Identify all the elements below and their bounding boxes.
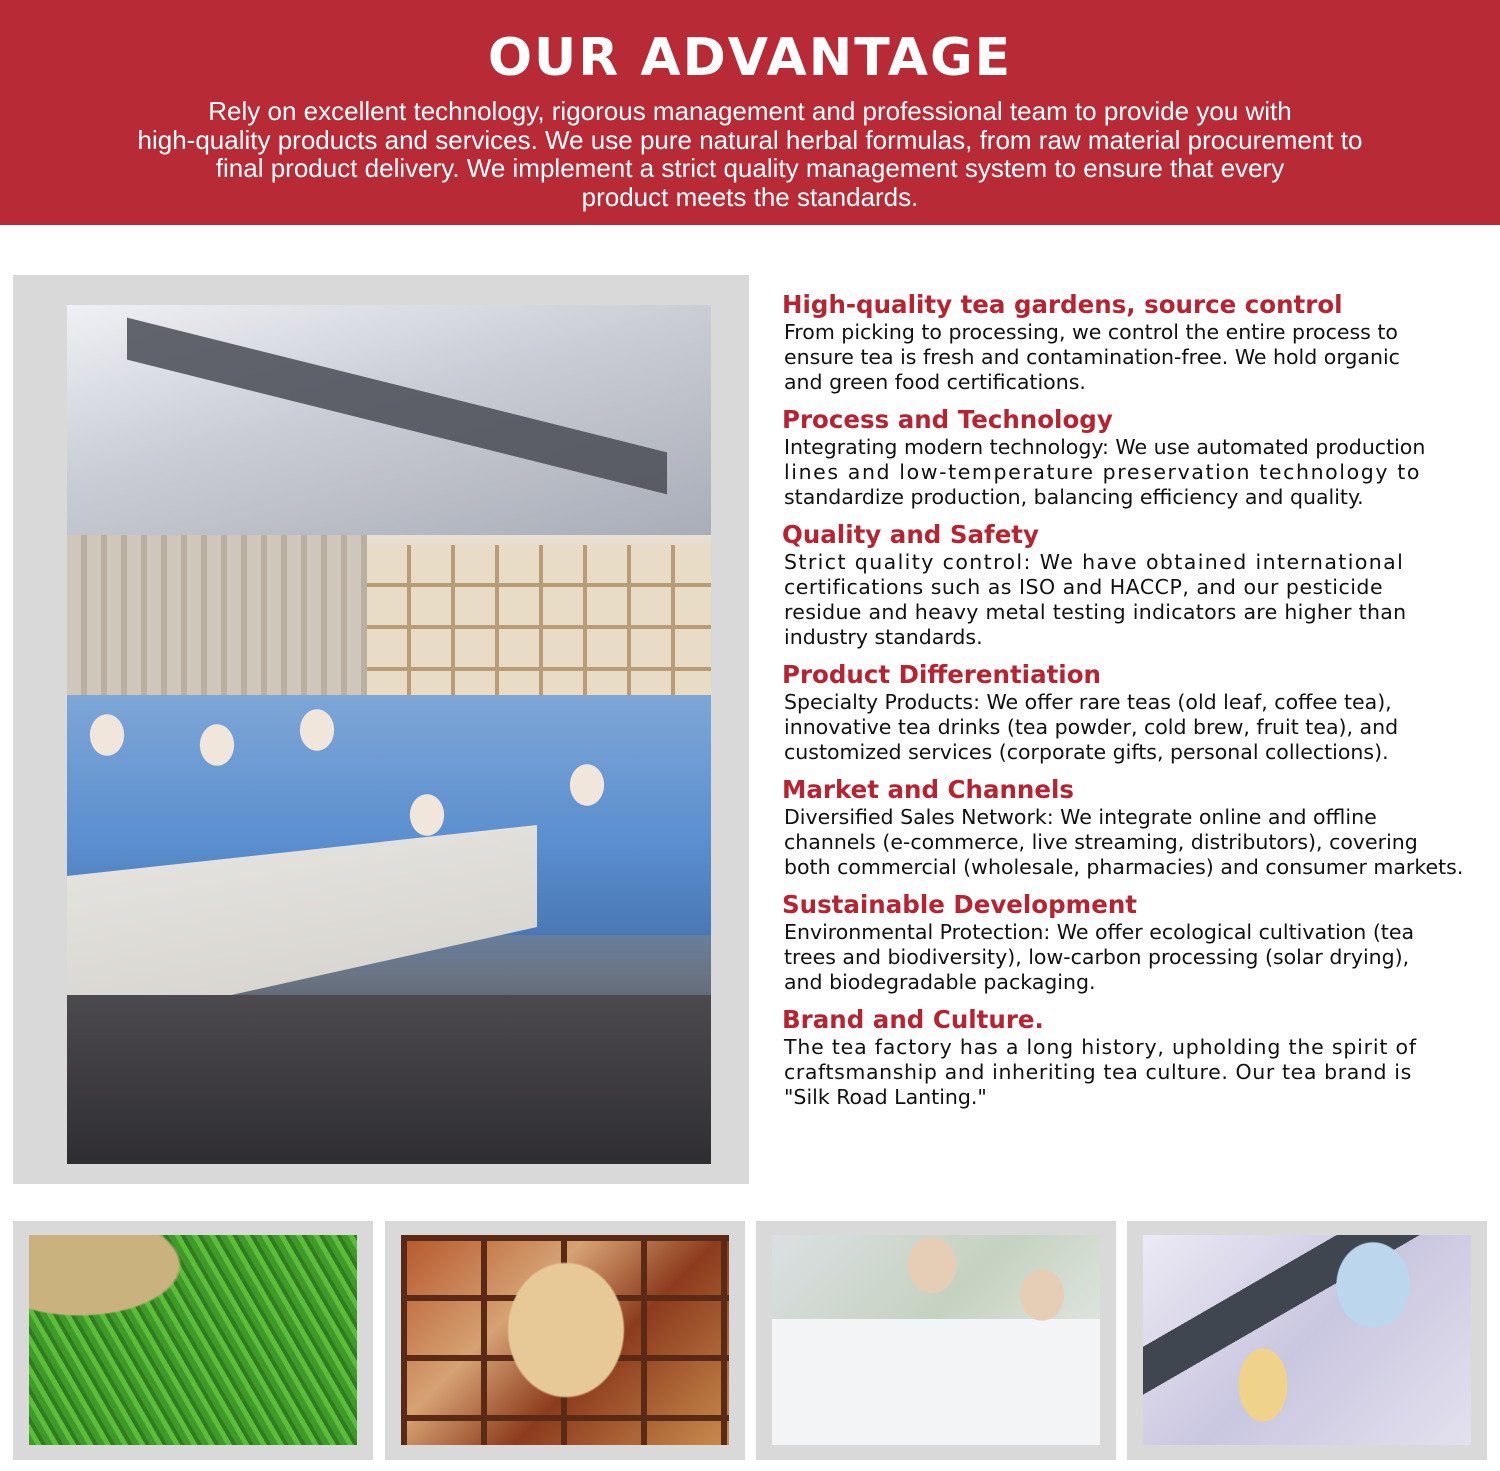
intro-line: Rely on excellent technology, rigorous management and professional team to provide you with bbox=[208, 96, 1292, 126]
feature-line: "Silk Road Lanting." bbox=[784, 1085, 987, 1109]
meeting-photo-frame bbox=[13, 275, 749, 1184]
intro-line: high-quality products and services. We use pure natural herbal formulas, from raw material procurement to bbox=[137, 124, 1363, 155]
feature-line: residue and heavy metal testing indicators are higher than bbox=[784, 600, 1407, 624]
feature-sustainable-development bbox=[782, 890, 1472, 995]
feature-line: ensure tea is fresh and contamination-free. We hold organic bbox=[784, 345, 1400, 369]
feature-description bbox=[784, 805, 1462, 880]
feature-description bbox=[784, 920, 1462, 995]
feature-line: craftsmanship and inheriting tea culture. Our tea brand is bbox=[784, 1060, 1412, 1084]
feature-source-control bbox=[782, 290, 1472, 395]
photo-shelves bbox=[367, 545, 711, 715]
feature-line: channels (e-commerce, live streaming, distributors), covering bbox=[784, 830, 1418, 854]
feature-line: Diversified Sales Network: We integrate online and offline bbox=[784, 805, 1377, 829]
herbal-ingredients-photo bbox=[401, 1235, 729, 1445]
feature-heading: Process and Technology bbox=[782, 405, 1113, 434]
feature-process-technology bbox=[782, 405, 1472, 510]
feature-line: From picking to processing, we control the entire process to bbox=[784, 320, 1398, 344]
feature-line: Strict quality control: We have obtained international bbox=[784, 550, 1405, 574]
lab-inspection-photo bbox=[772, 1235, 1100, 1445]
intro-line: final product delivery. We implement a strict quality management system to ensure that every bbox=[215, 153, 1285, 183]
feature-heading: Product Differentiation bbox=[782, 660, 1101, 689]
page-title: OUR ADVANTAGE bbox=[487, 28, 1013, 88]
feature-line: and biodegradable packaging. bbox=[784, 970, 1096, 994]
feature-line: customized services (corporate gifts, personal collections). bbox=[784, 740, 1389, 764]
feature-heading: Brand and Culture. bbox=[782, 1005, 1044, 1034]
feature-line: and green food certifications. bbox=[784, 370, 1086, 394]
feature-line: innovative tea drinks (tea powder, cold brew, fruit tea), and bbox=[784, 715, 1399, 739]
feature-line: standardize production, balancing efficiency and quality. bbox=[784, 485, 1364, 509]
feature-heading: Market and Channels bbox=[782, 775, 1074, 804]
feature-description bbox=[784, 690, 1462, 765]
feature-heading: Quality and Safety bbox=[782, 520, 1039, 549]
feature-line: certifications such as ISO and HACCP, and our pesticide bbox=[784, 575, 1384, 599]
feature-description bbox=[784, 550, 1462, 650]
feature-line: Specialty Products: We offer rare teas (old leaf, coffee tea), bbox=[784, 690, 1392, 714]
tea-leaves-photo bbox=[29, 1235, 357, 1445]
header-banner bbox=[0, 0, 1500, 225]
feature-line: industry standards. bbox=[784, 625, 983, 649]
photo-floor bbox=[67, 995, 711, 1164]
herbal-ingredients-photo-frame bbox=[385, 1221, 745, 1460]
meeting-room-photo bbox=[67, 305, 711, 1164]
feature-brand-culture bbox=[782, 1005, 1472, 1110]
feature-quality-safety bbox=[782, 520, 1472, 650]
feature-line: both commercial (wholesale, pharmacies) and consumer markets. bbox=[784, 855, 1464, 879]
feature-line: trees and biodiversity), low-carbon processing (solar drying), bbox=[784, 945, 1410, 969]
feature-market-channels bbox=[782, 775, 1472, 880]
feature-line: Environmental Protection: We offer ecological cultivation (tea bbox=[784, 920, 1415, 944]
intro-text bbox=[80, 97, 1420, 211]
cleanroom-testing-photo bbox=[1143, 1235, 1471, 1445]
tea-leaves-photo-frame bbox=[13, 1221, 373, 1460]
lab-inspection-photo-frame bbox=[756, 1221, 1116, 1460]
feature-heading: Sustainable Development bbox=[782, 890, 1137, 919]
feature-description bbox=[784, 435, 1462, 510]
feature-line: The tea factory has a long history, upholding the spirit of bbox=[784, 1035, 1417, 1059]
photo-ceiling bbox=[67, 305, 711, 535]
feature-description bbox=[784, 320, 1462, 395]
feature-heading: High-quality tea gardens, source control bbox=[782, 290, 1343, 319]
feature-description bbox=[784, 1035, 1462, 1110]
feature-product-differentiation bbox=[782, 660, 1472, 765]
feature-line: Integrating modern technology: We use automated production bbox=[784, 435, 1426, 459]
cleanroom-testing-photo-frame bbox=[1127, 1221, 1487, 1460]
feature-line: lines and low-temperature preservation technology to bbox=[784, 460, 1421, 484]
feature-list bbox=[782, 290, 1472, 1110]
intro-line: product meets the standards. bbox=[581, 181, 919, 212]
